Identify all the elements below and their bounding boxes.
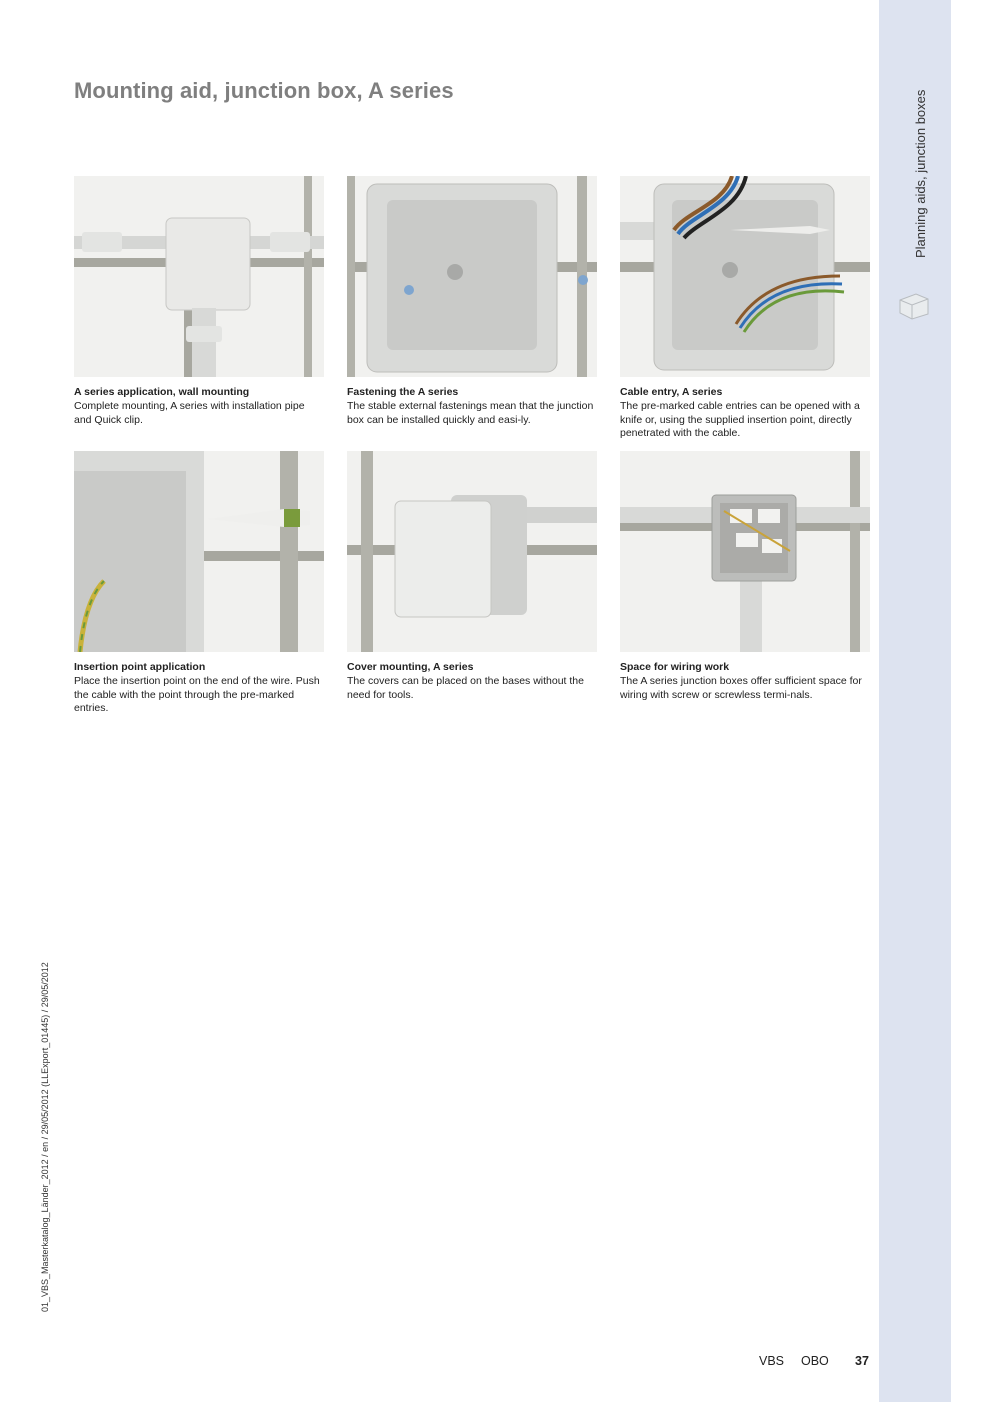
figure-title: Cover mounting, A series [347, 661, 474, 673]
photo-fastening [347, 176, 597, 377]
figure-text: The stable external fastenings mean that the junction box can be installed quickly and easi-ly. [347, 399, 594, 426]
figure-caption [347, 661, 597, 702]
photo-wall-mounting [74, 176, 324, 377]
photo-cable-entry [620, 176, 870, 377]
page-title: Mounting aid, junction box, A series [74, 78, 454, 103]
section-title-vertical: Planning aids, junction boxes [913, 89, 928, 258]
figure-caption [74, 386, 324, 427]
figure-text: Place the insertion point on the end of the wire. Push the cable with the point through the pre-marked entries. [74, 674, 320, 715]
footer-obo: OBO [801, 1354, 829, 1368]
figure-caption [74, 661, 324, 716]
photo-wiring-space [620, 451, 870, 652]
figure-title: Space for wiring work [620, 661, 730, 673]
figure-caption [620, 386, 870, 441]
figure-title: Fastening the A series [347, 386, 459, 398]
photo-insertion-point [74, 451, 324, 652]
photo-cover-mounting [347, 451, 597, 652]
document-metadata: 01_VBS_Masterkatalog_Länder_2012 / en / 29/05/2012 (LLExport_01445) / 29/05/2012 [40, 962, 50, 1312]
figure-title: A series application, wall mounting [74, 386, 250, 398]
junction-box-icon [896, 290, 932, 322]
figure-title: Cable entry, A series [620, 386, 723, 398]
figure-text: Complete mounting, A series with installation pipe and Quick clip. [74, 399, 305, 426]
page-number: 37 [855, 1354, 869, 1368]
figure-text: The A series junction boxes offer sufficient space for wiring with screw or screwless termi-nals. [620, 674, 862, 701]
figure-caption [347, 386, 597, 427]
footer-vbs: VBS [759, 1354, 785, 1368]
figure-title: Insertion point application [74, 661, 206, 673]
figure-text: The pre-marked cable entries can be opened with a knife or, using the supplied insertion point, directly penetrated with the cable. [620, 399, 860, 440]
figure-text: The covers can be placed on the bases without the need for tools. [347, 674, 584, 701]
figure-caption [620, 661, 870, 702]
